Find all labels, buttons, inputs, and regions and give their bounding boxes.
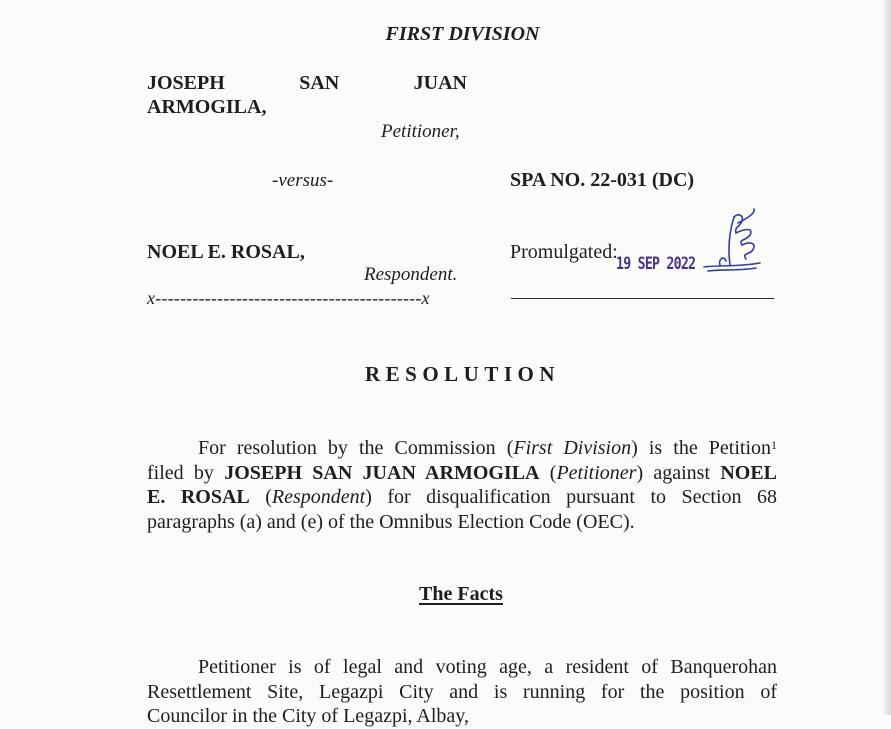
case-number: SPA NO. 22-031 (DC) (510, 169, 695, 191)
paragraph-facts (147, 655, 777, 729)
text: ) is the Petition (631, 437, 772, 459)
text-bold: NOEL (720, 461, 777, 484)
text-bold: JOSEPH SAN JUAN ARMOGILA (224, 461, 540, 484)
promulgated-signature-line (511, 298, 774, 299)
petitioner-name-line2: ARMOGILA, (147, 96, 267, 118)
text-italic: Respondent (271, 486, 366, 508)
paragraph-intro-line (147, 436, 777, 461)
promulgated-label: Promulgated: (510, 241, 618, 263)
respondent-name: NOEL E. ROSAL, (147, 241, 305, 263)
paragraph-intro-line (147, 461, 777, 486)
paragraph-facts-line: Petitioner is of legal and voting age, a resident of Banquerohan (198, 656, 777, 678)
versus-label: -versus- (272, 170, 334, 191)
text: filed by (147, 461, 225, 484)
text: ) against (636, 461, 721, 484)
respondent-role: Respondent. (364, 264, 458, 285)
text-italic: First Division (513, 437, 632, 459)
paragraph-intro-line (147, 485, 777, 510)
section-heading-facts: The Facts (419, 583, 503, 605)
text-bold: E. ROSAL (147, 486, 250, 508)
paragraph-intro-line: paragraphs (a) and (e) of the Omnibus Election Code (OEC). (147, 510, 635, 533)
paragraph-intro (147, 436, 777, 534)
paragraph-facts-line: Resettlement Site, Legazpi City and is running for the position of (147, 680, 777, 703)
petitioner-middle-name-2: JUAN (413, 72, 467, 94)
paragraph-facts-line: Councilor in the City of Legazpi, Albay, (147, 705, 469, 727)
text: For resolution by the Commission ( (198, 437, 514, 459)
text: ( (539, 461, 557, 484)
page-edge-shadow (884, 0, 891, 715)
text-italic: Petitioner (556, 461, 637, 484)
petitioner-name-line1 (147, 72, 467, 95)
signature-icon (698, 205, 768, 277)
document-title: RESOLUTION (364, 362, 561, 386)
footnote-ref: 1 (771, 438, 778, 452)
date-stamp: 19 SEP 2022 (616, 254, 696, 274)
petitioner-middle-name: SAN (299, 72, 340, 94)
text: ( (249, 486, 272, 508)
division-heading: FIRST DIVISION (385, 23, 540, 45)
caption-separator: x-------------------------------------------x (147, 288, 430, 308)
petitioner-first-name: JOSEPH (147, 72, 225, 94)
petitioner-role: Petitioner, (381, 121, 460, 142)
text: ) for disqualification pursuant to Section 68 (365, 486, 777, 508)
